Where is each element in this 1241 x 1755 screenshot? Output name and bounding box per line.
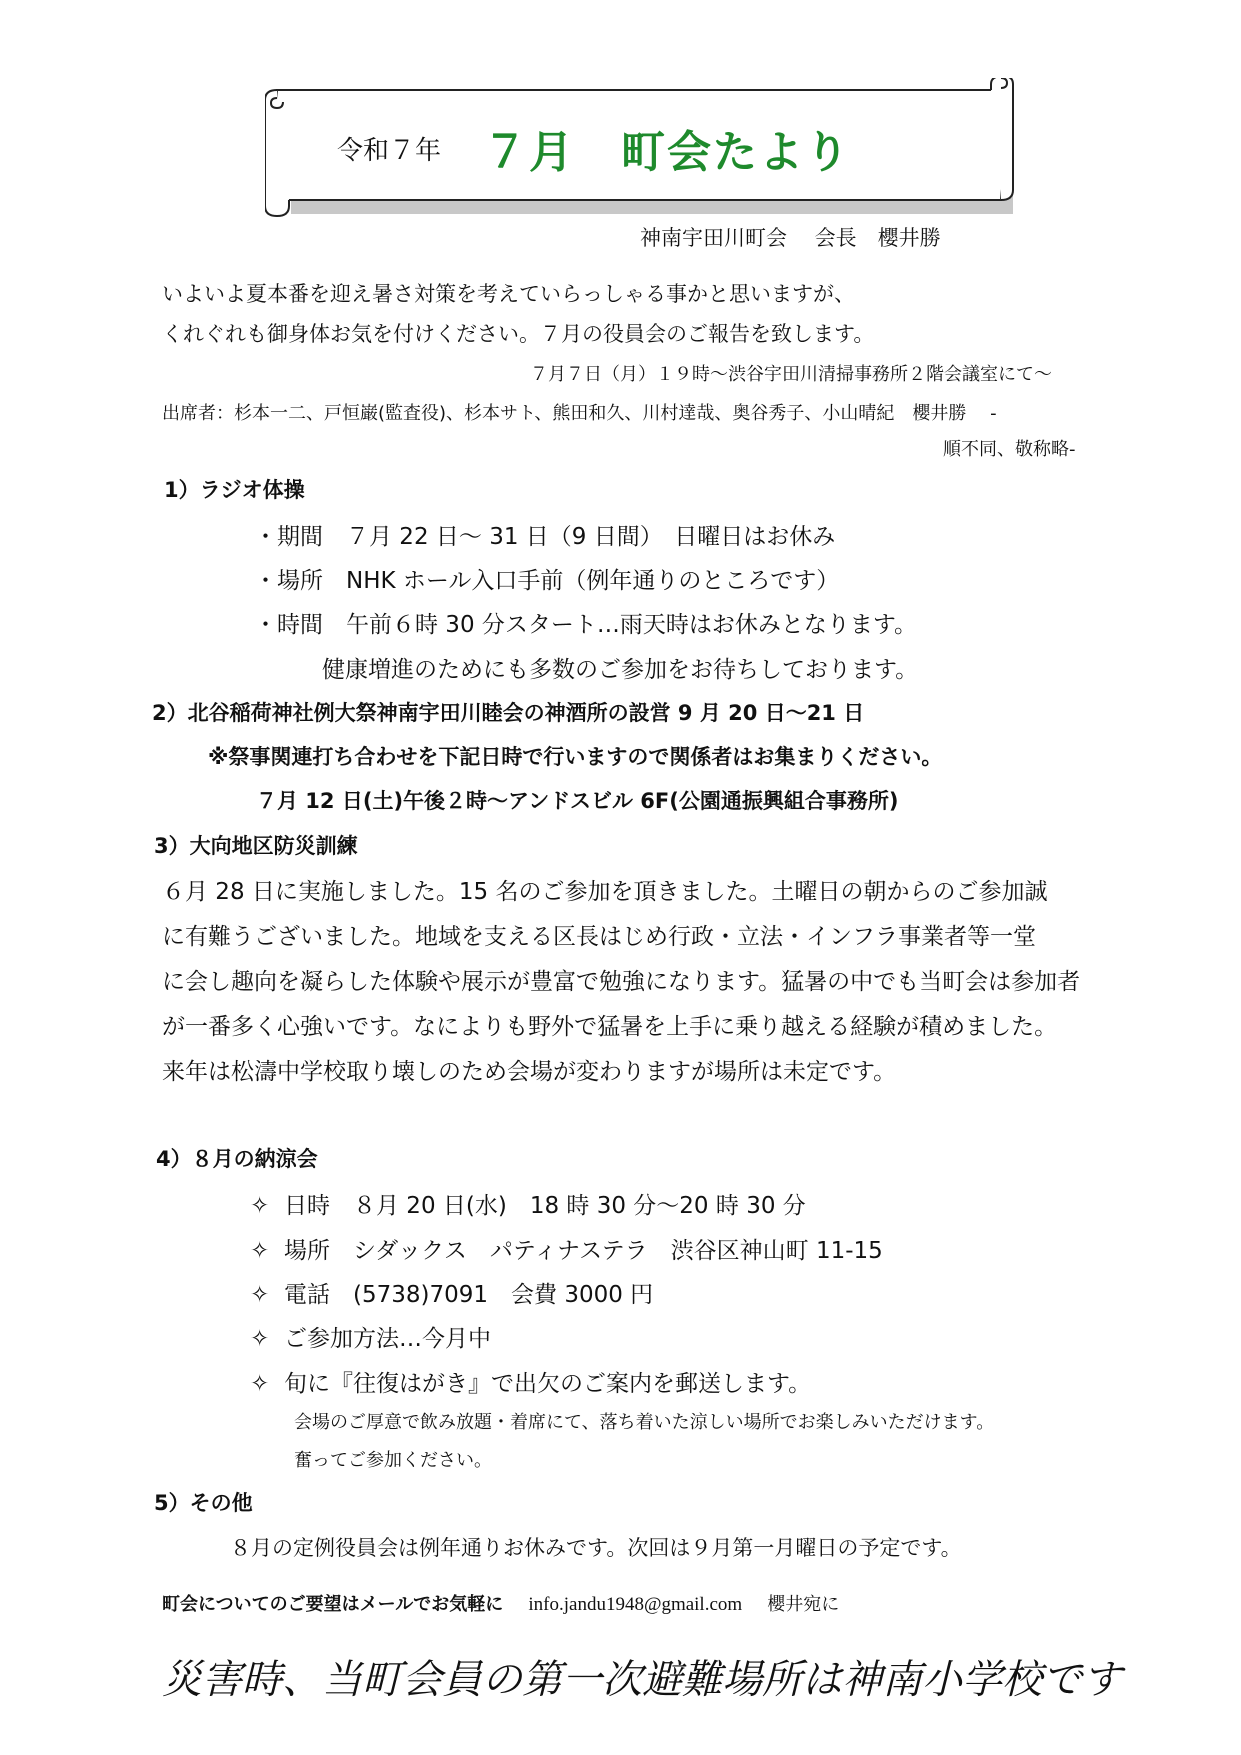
bullet-icon: ✧ [250, 1371, 270, 1397]
section-4-heading: 4）８月の納涼会 [156, 1147, 318, 1171]
event-item-text: 日時 ８月 20 日(水) 18 時 30 分～20 時 30 分 [284, 1193, 806, 1219]
section-3-line: に有難うございました。地域を支える区長はじめ行政・立法・インフラ事業者等一堂 [162, 924, 1036, 950]
event-item-text: 旬に『往復はがき』で出欠のご案内を郵送します。 [284, 1371, 812, 1397]
section-3-line: 来年は松濤中学校取り壊しのため会場が変わりますが場所は未定です。 [162, 1059, 897, 1085]
evacuation-notice: 災害時、当町会員の第一次避難場所は神南小学校です [162, 1657, 1122, 1703]
section-1-closing: 健康増進のためにも多数のご参加をお待ちしております。 [322, 657, 919, 683]
contact-line [162, 1590, 839, 1616]
contact-prefix: 町会についてのご要望はメールでお気軽に [162, 1594, 504, 1615]
section-1-heading: 1）ラジオ体操 [164, 478, 305, 502]
attendees-note: 順不同、敬称略- [943, 439, 1076, 460]
association-label: 神南宇田川町会 会長 櫻井勝 [640, 226, 941, 250]
event-item-text: 電話 (5738)7091 会費 3000 円 [284, 1282, 654, 1308]
contact-suffix: 櫻井宛に [767, 1594, 840, 1615]
bullet-icon: ✧ [250, 1193, 270, 1219]
intro-line-1: いよいよ夏本番を迎え暑さ対策を考えていらっしゃる事かと思いますが、 [162, 282, 855, 306]
section-3-line: が一番多く心強いです。なによりも野外で猛暑を上手に乗り越える経験が積めました。 [162, 1014, 1058, 1040]
contact-email[interactable]: info.jandu1948@gmail.com [528, 1594, 743, 1615]
section-5-heading: 5）その他 [154, 1491, 253, 1515]
event-item [250, 1365, 811, 1398]
intro-line-2: くれぐれも御身体お気を付けください。７月の役員会のご報告を致します。 [162, 322, 875, 346]
era-label: 令和７年 [337, 136, 442, 166]
bullet-icon: ✧ [250, 1326, 270, 1352]
attendees: 出席者：杉本一二、戸恒巌(監査役)、杉本サト、熊田和久、川村達哉、奥谷秀子、小山晴紀 櫻井勝 - [162, 403, 997, 424]
event-item [250, 1320, 491, 1353]
section-2-line-2: ７月 12 日(土)午後２時～アンドスビル 6F(公園通振興組合事務所) [256, 789, 899, 813]
newsletter-title: ７月 町会たより [483, 127, 851, 178]
title-banner [265, 78, 1025, 238]
section-1-item: ・場所 NHK ホール入口手前（例年通りのところです） [254, 568, 840, 594]
section-2-heading: 2）北谷稲荷神社例大祭神南宇田川睦会の神酒所の設営 9 月 20 日～21 日 [152, 701, 865, 725]
meeting-info: ７月７日（月）１９時～渋谷宇田川清掃事務所２階会議室にて～ [530, 364, 1052, 385]
section-1-item: ・期間 ７月 22 日～ 31 日（9 日間） 日曜日はお休み [254, 524, 836, 550]
section-1-item: ・時間 午前６時 30 分スタート…雨天時はお休みとなります。 [254, 612, 918, 638]
event-note-1: 会場のご厚意で飲み放題・着席にて、落ち着いた涼しい場所でお楽しみいただけます。 [294, 1412, 995, 1433]
section-2-line-1: ※祭事関連打ち合わせを下記日時で行いますので関係者はお集まりください。 [208, 745, 943, 769]
bullet-icon: ✧ [250, 1238, 270, 1264]
event-item-text: 場所 シダックス パティナステラ 渋谷区神山町 11-15 [284, 1238, 883, 1264]
event-item-text: ご参加方法…今月中 [284, 1326, 491, 1352]
section-3-heading: 3）大向地区防災訓練 [154, 834, 358, 858]
event-item [250, 1276, 653, 1309]
event-item [250, 1187, 806, 1220]
section-3-line: ６月 28 日に実施しました。15 名のご参加を頂きました。土曜日の朝からのご参加誠 [162, 879, 1048, 905]
event-item [250, 1232, 883, 1265]
bullet-icon: ✧ [250, 1282, 270, 1308]
section-5-text: ８月の定例役員会は例年通りお休みです。次回は９月第一月曜日の予定です。 [230, 1536, 962, 1560]
section-3-line: に会し趣向を凝らした体験や展示が豊富で勉強になります。猛暑の中でも当町会は参加者 [162, 969, 1081, 995]
event-note-2: 奮ってご参加ください。 [294, 1450, 492, 1471]
